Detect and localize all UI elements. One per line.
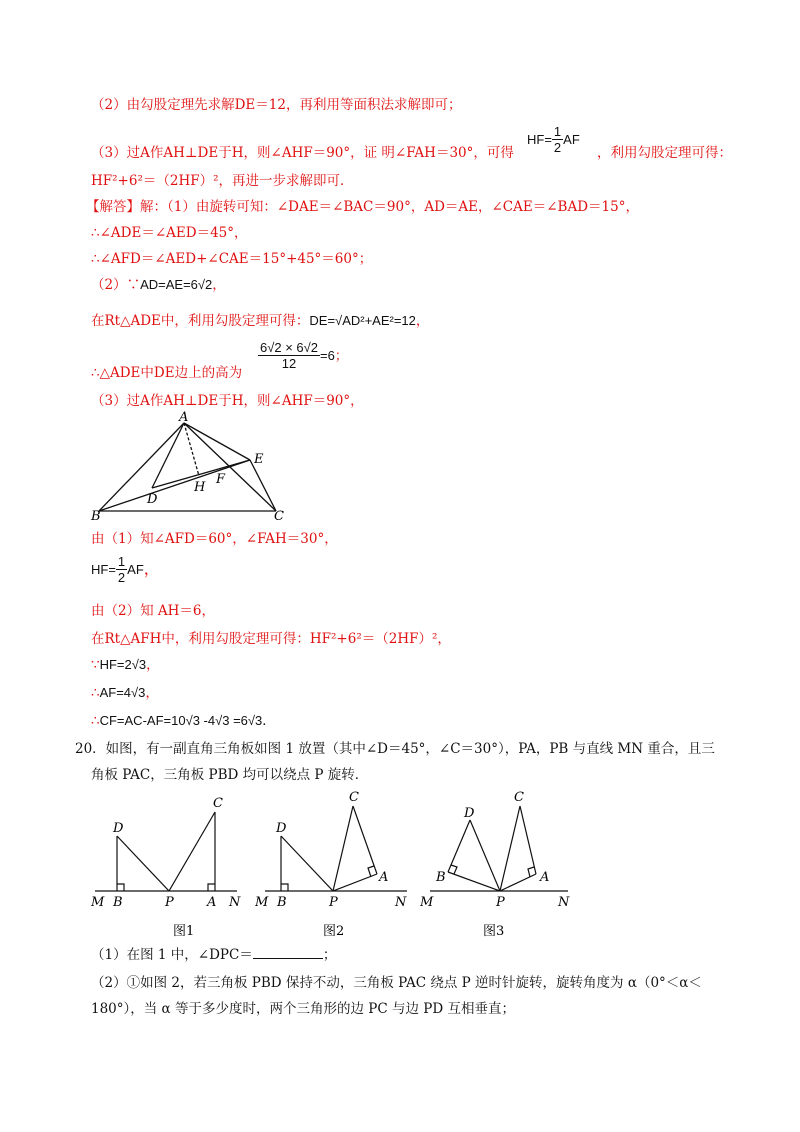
answer-cf-value <box>91 712 276 730</box>
label-e: E <box>254 452 264 467</box>
segment-pc <box>500 806 520 891</box>
hint-part3-text-end: ，利用勾股定理可得： <box>597 145 732 161</box>
answer-tag: 【解答】 <box>86 199 140 215</box>
fig3-label-b: B <box>436 870 446 885</box>
height-fraction-denominator: 12 <box>281 356 297 371</box>
equation-de: DE=√AD²+AE²=12 <box>309 313 416 328</box>
fraction-denominator: 2 <box>553 140 562 155</box>
therefore-symbol-2: ∴ <box>91 713 100 729</box>
segment-ab <box>99 423 184 511</box>
hint-part2: （2）由勾股定理先求解DE＝12，再利用等面积法求解即可； <box>91 97 462 113</box>
answer-ah-line: 由（2）知 AH＝6， <box>91 603 215 619</box>
cf-period: ． <box>262 713 276 729</box>
hf-right: AF <box>127 562 144 577</box>
segment-dp <box>117 836 169 891</box>
question-1-end: ； <box>322 947 337 963</box>
segment-be <box>99 460 250 511</box>
height-semicolon: ； <box>334 349 348 364</box>
segment-ad <box>152 423 184 488</box>
right-angle-b <box>281 884 288 891</box>
fig1-label-n: N <box>229 895 241 910</box>
question-1 <box>91 946 336 964</box>
fig2-label-a: A <box>379 870 389 885</box>
answer-af-value <box>91 684 159 702</box>
answer-pythagoras-line: 在Rt△AFH中，利用勾股定理可得：HF²+6²＝（2HF）²， <box>91 631 451 647</box>
segment-ec <box>250 460 276 511</box>
question-2-line2: 180°），当 α 等于多少度时，两个三角形的边 PC 与边 PD 互相垂直； <box>91 1001 515 1017</box>
figure-1 <box>85 790 245 910</box>
right-angle-b <box>117 884 124 891</box>
segment-dp <box>281 836 333 891</box>
answer-angle-line: 由（1）知∠AFD＝60°，∠FAH＝30°， <box>91 531 338 547</box>
therefore-symbol-1: ∴ <box>91 685 100 701</box>
fig2-label-n: N <box>395 895 407 910</box>
hf-value-comma: ， <box>146 657 160 673</box>
fig3-label-p: P <box>496 895 505 910</box>
answer-height-text: ∴△ADE中DE边上的高为 <box>91 365 243 381</box>
label-c: C <box>274 509 284 524</box>
fraction-half <box>552 124 563 155</box>
segment-bd <box>448 820 470 872</box>
answer-part2-label: （2）∵ <box>91 277 141 293</box>
equation-hf: HF=2√3 <box>99 657 147 672</box>
fig1-label-b: B <box>113 895 123 910</box>
answer-part2-comma: ， <box>212 277 226 293</box>
height-fraction <box>258 340 320 371</box>
label-f: F <box>216 472 226 487</box>
segment-pb <box>448 872 500 891</box>
because-symbol: ∵ <box>91 657 100 673</box>
hint-part3-line2: HF²+6²＝（2HF）²，再进一步求解即可． <box>91 173 354 189</box>
answer-line-ade: ∴∠ADE＝∠AED＝45°， <box>91 225 248 241</box>
hint-part3-text: （3）过A作AH⊥DE于H，则∠AHF＝90°，证 明∠FAH＝30°，可得 <box>91 145 514 161</box>
af-value-comma: ， <box>145 685 159 701</box>
caption-figure-2: 图2 <box>323 924 345 939</box>
segment-pa <box>500 874 536 891</box>
label-d: D <box>147 492 158 507</box>
fraction-numerator: 1 <box>553 124 562 139</box>
answer-part1: 解：（1）由旋转可知：∠DAE＝∠BAC＝90°，AD＝AE，∠CAE＝∠BAD＝15°， <box>140 199 639 215</box>
caption-figure-3: 图3 <box>483 924 505 939</box>
height-result: =6 <box>320 348 335 363</box>
fig1-label-d: D <box>113 821 124 836</box>
segment-ca <box>520 806 536 874</box>
right-angle-a <box>208 884 215 891</box>
question-1-text: （1）在图 1 中，∠DPC＝ <box>91 947 253 963</box>
answer-height-fraction <box>258 340 348 371</box>
fig3-label-m: M <box>420 895 434 910</box>
fig3-label-c: C <box>514 790 524 805</box>
hf-comma: ， <box>143 559 160 578</box>
fig1-label-a: A <box>207 895 217 910</box>
segment-pc <box>333 806 353 891</box>
answer-header <box>86 198 639 216</box>
hint-part3-line1 <box>91 144 514 162</box>
problem20-text-line2: 角板 PAC，三角板 PBD 均可以绕点 P 旋转． <box>91 767 369 783</box>
fig1-label-m: M <box>91 895 105 910</box>
caption-figure-1: 图1 <box>173 924 195 939</box>
equation-ad-ae: AD=AE=6√2 <box>140 277 213 292</box>
fig3-label-n: N <box>558 895 570 910</box>
fig2-label-p: P <box>329 895 338 910</box>
fig3-label-a: A <box>540 870 550 885</box>
answer-hf-fraction <box>91 554 160 585</box>
fig2-label-d: D <box>276 821 287 836</box>
figure-2 <box>255 786 415 910</box>
equation-cf: CF=AC-AF=10√3 -4√3 =6√3 <box>99 713 263 728</box>
figure-3 <box>420 786 580 910</box>
label-a: A <box>179 410 189 425</box>
fig3-label-d: D <box>464 806 475 821</box>
segment-ca <box>353 806 377 874</box>
hf-left: HF= <box>91 562 116 577</box>
equation-af: AF=4√3 <box>99 685 146 700</box>
segment-dp <box>470 820 500 891</box>
hint-part3-fraction <box>527 124 580 155</box>
height-fraction-numerator: 6√2 × 6√2 <box>260 340 319 355</box>
question-2-line1: （2）①如图 2，若三角板 PBD 保持不动，三角板 PAC 绕点 P 逆时针旋转，旋转角度为 α（0°＜α＜ <box>91 975 702 991</box>
fig1-label-c: C <box>213 796 223 811</box>
answer-blank[interactable] <box>253 946 323 959</box>
segment-pc <box>169 812 215 891</box>
label-b: B <box>91 509 101 524</box>
answer-de-comma: ， <box>415 313 430 329</box>
fraction-left: HF= <box>527 132 552 147</box>
fraction-right: AF <box>563 132 580 147</box>
hf-numerator: 1 <box>117 554 126 569</box>
problem20-text-line1: 20．如图，有一副直角三角板如图 1 放置（其中∠D＝45°，∠C＝30°），PA，PB 与直线 MN 重合，且三 <box>75 741 715 757</box>
hf-fraction <box>116 554 127 585</box>
triangle-figure <box>80 410 300 525</box>
fig1-label-p: P <box>165 895 174 910</box>
fig2-label-b: B <box>277 895 287 910</box>
fig2-label-m: M <box>255 895 269 910</box>
label-h: H <box>194 480 206 495</box>
answer-de-text: 在Rt△ADE中，利用勾股定理可得： <box>91 313 310 329</box>
right-angle-b <box>451 865 457 874</box>
fig2-label-c: C <box>349 790 359 805</box>
answer-line-afd: ∴∠AFD＝∠AED+∠CAE＝15°+45°＝60°； <box>91 251 373 267</box>
answer-hf-value <box>91 656 160 674</box>
answer-part3-line: （3）过A作AH⊥DE于H，则∠AHF＝90°， <box>91 393 364 409</box>
answer-part2-line <box>91 276 226 294</box>
answer-de-line <box>91 312 429 330</box>
hf-denominator: 2 <box>117 570 126 585</box>
